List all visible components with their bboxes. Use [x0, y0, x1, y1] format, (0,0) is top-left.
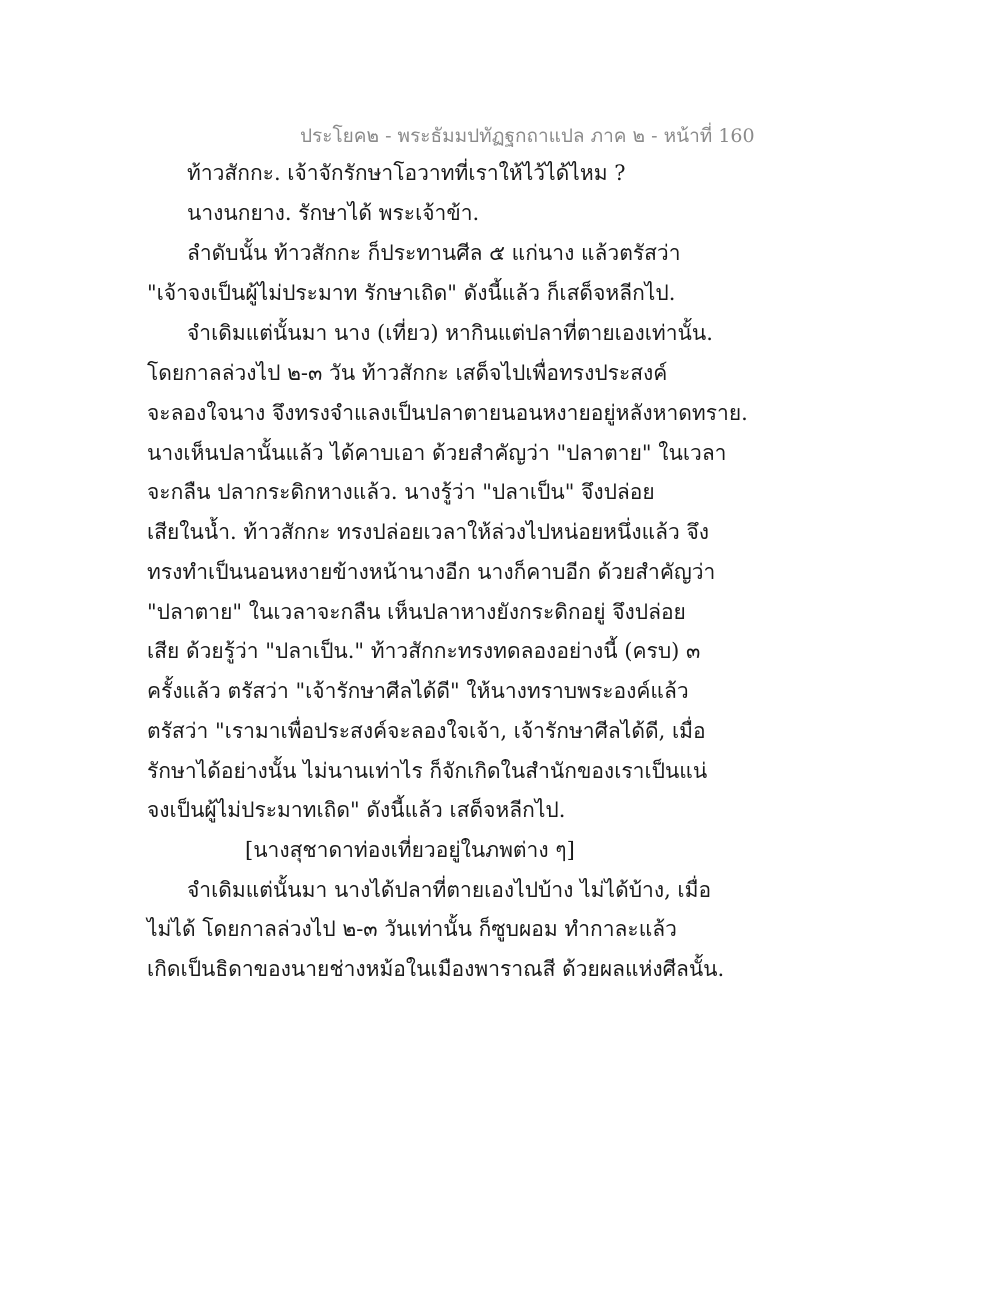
body-line: ไม่ได้ โดยกาลล่วงไป ๒-๓ วันเท่านั้น ก็ซูบผอม ทำกาละแล้ว [147, 917, 677, 941]
body-line: จงเป็นผู้ไม่ประมาทเถิด" ดังนี้แล้ว เสด็จหลีกไป. [147, 798, 566, 822]
body-line: รักษาได้อย่างนั้น ไม่นานเท่าไร ก็จักเกิดในสำนักของเราเป็นแน่ [147, 759, 708, 783]
body-line: ลำดับนั้น ท้าวสักกะ ก็ประทานศีล ๕ แก่นาง แล้วตรัสว่า [187, 241, 681, 265]
body-line: "เจ้าจงเป็นผู้ไม่ประมาท รักษาเถิด" ดังนี้แล้ว ก็เสด็จหลีกไป. [147, 281, 676, 305]
body-line: "ปลาตาย" ในเวลาจะกลืน เห็นปลาหางยังกระดิกอยู่ จึงปล่อย [147, 600, 686, 624]
body-line: ครั้งแล้ว ตรัสว่า "เจ้ารักษาศีลได้ดี" ให้นางทราบพระองค์แล้ว [147, 679, 689, 703]
body-line: ตรัสว่า "เรามาเพื่อประสงค์จะลองใจเจ้า, เจ้ารักษาศีลได้ดี, เมื่อ [147, 719, 706, 743]
page-header: ประโยค๒ - พระธัมมปทัฏฐกถาแปล ภาค ๒ - หน้าที่ 160 [300, 125, 755, 147]
section-heading: [นางสุชาดาท่องเที่ยวอยู่ในภพต่าง ๆ] [245, 838, 575, 862]
body-line: นางนกยาง. รักษาได้ พระเจ้าข้า. [187, 201, 480, 225]
body-line: เสีย ด้วยรู้ว่า "ปลาเป็น." ท้าวสักกะทรงทดลองอย่างนี้ (ครบ) ๓ [147, 639, 701, 663]
body-line: จะลองใจนาง จึงทรงจำแลงเป็นปลาตายนอนหงายอยู่หลังหาดทราย. [147, 401, 748, 425]
body-line: จำเดิมแต่นั้นมา นางได้ปลาที่ตายเองไปบ้าง ไม่ได้บ้าง, เมื่อ [187, 878, 712, 902]
body-line: จะกลืน ปลากระดิกหางแล้ว. นางรู้ว่า "ปลาเป็น" จึงปล่อย [147, 480, 655, 504]
body-line: โดยกาลล่วงไป ๒-๓ วัน ท้าวสักกะ เสด็จไปเพื่อทรงประสงค์ [147, 361, 668, 385]
body-line: ท้าวสักกะ. เจ้าจักรักษาโอวาทที่เราให้ไว้ได้ไหม ? [187, 161, 626, 185]
body-line: เกิดเป็นธิดาของนายช่างหม้อในเมืองพาราณสี ด้วยผลแห่งศีลนั้น. [147, 957, 725, 981]
body-line: ทรงทำเป็นนอนหงายข้างหน้านางอีก นางก็คาบอีก ด้วยสำคัญว่า [147, 560, 716, 584]
body-line: นางเห็นปลานั้นแล้ว ได้คาบเอา ด้วยสำคัญว่า "ปลาตาย" ในเวลา [147, 441, 727, 465]
body-line: จำเดิมแต่นั้นมา นาง (เที่ยว) หากินแต่ปลาที่ตายเองเท่านั้น. [187, 321, 713, 345]
body-line: เสียในน้ำ. ท้าวสักกะ ทรงปล่อยเวลาให้ล่วงไปหน่อยหนึ่งแล้ว จึง [147, 520, 710, 544]
